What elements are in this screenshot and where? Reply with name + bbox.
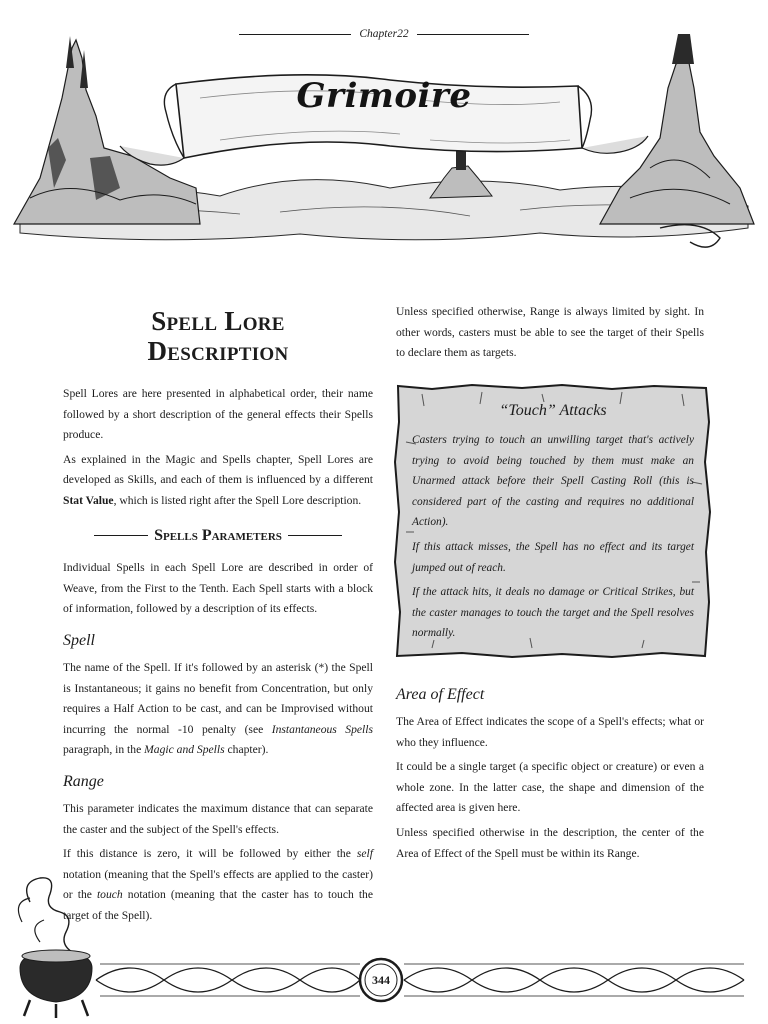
section-title-line1: Spell Lore <box>151 306 285 336</box>
intro-paragraph-2 <box>63 450 373 512</box>
aoe-paragraph-1: The Area of Effect indicates the scope of a Spell's effects; what or who they influence. <box>396 715 704 749</box>
box-paragraph-2: If this attack misses, the Spell has no effect and its target jumped out of reach. <box>412 540 694 574</box>
box-text <box>412 430 694 644</box>
parameters-paragraph: Individual Spells in each Spell Lore are described in order of Weave, from the First to the Tenth. Each Spell starts with a block of information, followed by a description of its effects. <box>63 561 373 616</box>
self-term: self <box>356 847 373 861</box>
range-heading: Range <box>63 772 104 790</box>
aoe-paragraph-3: Unless specified otherwise in the description, the center of the Area of Effect of the Spell must be within its Range. <box>396 825 704 860</box>
chapter-label: Chapter22 <box>359 28 409 40</box>
heading-rule-right <box>288 535 342 536</box>
touch-attacks-box <box>392 382 712 660</box>
box-paragraph-3: If the attack hits, it deals no damage or Critical Strikes, but the caster manages to touch the target and the Spell resolves normally. <box>412 586 694 640</box>
chapter-banner-illustration <box>0 28 768 260</box>
left-column <box>63 302 373 930</box>
spells-parameters-heading <box>63 526 373 547</box>
range-continued-paragraph: Unless specified otherwise, Range is always limited by sight. In other words, casters must be able to see the target of their Spells to declare them as targets. <box>396 305 704 360</box>
section-title <box>63 306 373 366</box>
range-p2-text: If this distance is zero, it will be followed by either the <box>63 847 357 861</box>
aoe-paragraph-2: It could be a single target (a specific object or creature) or even a whole zone. In the latter case, the shape and dimension of the affected area is given here. <box>396 760 704 815</box>
spell-heading: Spell <box>63 631 95 649</box>
intro-paragraph-1: Spell Lores are here presented in alphabetical order, their name followed by a short description of the general effects their Spells produce. <box>63 387 373 442</box>
range-p2-mid: notation (meaning that the Spell's effects are applied to the caster) or the <box>63 867 373 902</box>
area-of-effect-heading: Area of Effect <box>396 686 485 703</box>
page-number: 344 <box>372 973 390 987</box>
spell-paragraph <box>63 658 373 761</box>
heading-rule-left <box>94 535 148 536</box>
right-column <box>396 302 704 368</box>
intro-p2-text: As explained in the Magic and Spells chapter, Spell Lores are developed as Skills, and each of them is influenced by a different <box>63 452 373 487</box>
range-paragraph-1: This parameter indicates the maximum distance that can separate the caster and the subject of the Spell's effects. <box>63 801 373 836</box>
box-paragraph-1: Casters trying to touch an unwilling target that's actively trying to avoid being touched by them must make an Unarmed attack before their Spell Casting Roll (this is considered part of the casting and requires no additional Action). <box>412 434 694 529</box>
box-content <box>412 400 694 648</box>
spell-p-tail: chapter). <box>224 743 269 757</box>
magic-and-spells-ref: Magic and Spells <box>144 743 225 757</box>
spell-p-mid: paragraph, in the <box>63 743 145 757</box>
box-title: “Touch” Attacks <box>499 402 607 419</box>
intro-p2-tail: , which is listed right after the Spell Lore description. <box>113 493 362 507</box>
stat-value-term: Stat Value <box>63 493 114 507</box>
banner-title: Grimoire <box>296 76 472 116</box>
range-p2-tail: notation (meaning that the caster has to touch the target of the Spell). <box>63 888 374 922</box>
spells-parameters-label: Spells Parameters <box>154 526 282 544</box>
spell-p-text: The name of the Spell. If it's followed by an asterisk (*) the Spell is Instantaneous; it gains no benefit from Concentration, but only requires a Half Action to be cast, and can be Improvised without incurring the normal -10 penalty (see <box>63 660 373 736</box>
touch-term: touch <box>96 888 123 902</box>
area-of-effect-section <box>396 674 704 868</box>
footer-ornament <box>0 872 768 1024</box>
section-title-line2: Description <box>147 336 289 366</box>
instantaneous-spells-ref: Instantaneous Spells <box>271 722 373 736</box>
